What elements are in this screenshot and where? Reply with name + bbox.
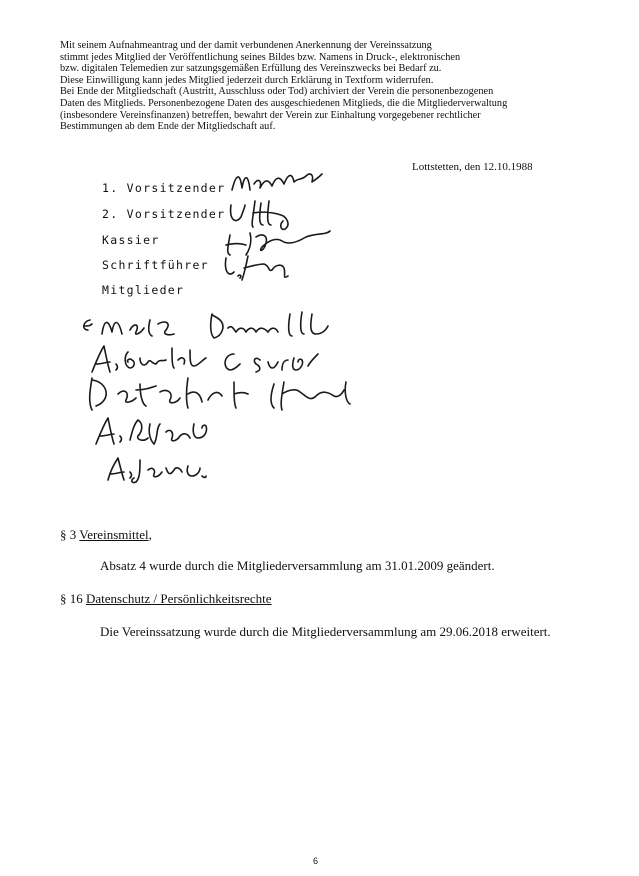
section-heading-vereinsmittel [60,527,152,543]
text-line: Daten des Mitglieds. Personenbezogene Daten des ausgeschiedenen Mitglieds, die die Mitgliederverwaltung [60,97,508,109]
section-number: § 3 [60,527,77,542]
text-line: Diese Einwilligung kann jedes Mitglied jederzeit durch Erklärung in Textform widerrufen. [60,74,434,86]
signature-member-1 [78,312,178,342]
signature-member-5 [84,374,360,414]
text-line: Mit seinem Aufnahmeantrag und der damit verbundenen Anerkennung der Vereinssatzung [60,40,432,51]
signature-member-4 [218,346,322,376]
signature-secretary [222,250,294,284]
signature-member-2 [206,308,330,344]
page-number: 6 [313,856,319,866]
place-date: Lottstetten, den 12.10.1988 [412,161,533,173]
section-number: § 16 [60,591,83,606]
text-line: stimmt jedes Mitglied der Veröffentlichung seines Bildes bzw. Namens in Druck-, elektronischen [60,51,461,63]
role-label-members: Mitglieder [102,283,185,297]
section-body-datenschutz: Die Vereinssatzung wurde durch die Mitgliederversammlung am 29.06.2018 erweitert. [100,624,551,639]
text-line: Bestimmungen ab dem Ende der Mitgliedschaft auf. [60,121,276,133]
text-line: Bei Ende der Mitgliedschaft (Austritt, Ausschluss oder Tod) archiviert der Verein die personenbezogenen [60,86,494,98]
section-title: Vereinsmittel [79,527,149,542]
signature-chair1 [228,168,324,198]
signature-member-7 [100,452,208,486]
role-label-treasurer: Kassier [102,233,160,247]
consent-paragraph [60,40,560,133]
section-heading-datenschutz [60,591,272,607]
section-body-vereinsmittel: Absatz 4 wurde durch die Mitgliederversammlung am 31.01.2009 geändert. [100,558,495,573]
section-title-suffix: , [148,527,152,542]
signature-member-6 [88,414,218,448]
text-line: (insbesondere Vereinsfinanzen) betreffen, bewahrt der Verein zur Einhaltung vorgegebener rechtlicher [60,109,481,121]
role-label-secretary: Schriftführer [102,258,209,272]
role-label-chair2: 2. Vorsitzender [102,207,226,221]
text-line: bzw. digitalen Telemedien zur satzungsgemäßen Erfüllung des Vereinszwecks bei Bedarf zu. [60,63,442,75]
section-title: Datenschutz / Persönlichkeitsrechte [86,591,272,606]
role-label-chair1: 1. Vorsitzender [102,181,226,195]
signature-member-3 [86,342,210,378]
